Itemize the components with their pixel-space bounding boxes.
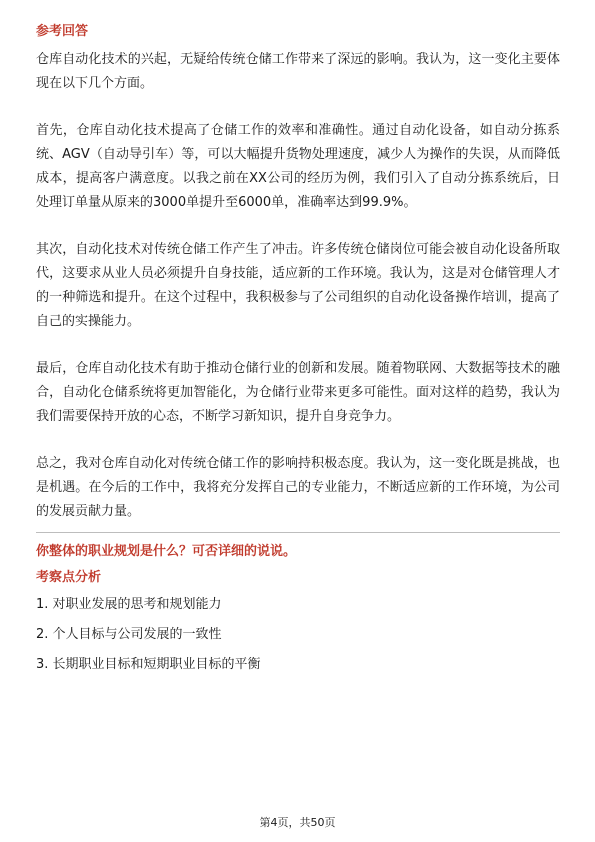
answer-paragraph-third: 最后，仓库自动化技术有助于推动仓储行业的创新和发展。随着物联网、大数据等技术的融合，自动化仓储系统将更加智能化，为仓储行业带来更多可能性。面对这样的趋势，我认为我们需要保持开放的心态，不断学习新知识，提升自身竞争力。 bbox=[36, 361, 560, 424]
section-divider bbox=[36, 532, 560, 533]
analysis-point: 3. 长期职业目标和短期职业目标的平衡 bbox=[36, 657, 261, 672]
analysis-point: 2. 个人目标与公司发展的一致性 bbox=[36, 627, 222, 642]
answer-paragraph-second: 其次，自动化技术对传统仓储工作产生了冲击。许多传统仓储岗位可能会被自动化设备所取代，这要求从业人员必须提升自身技能，适应新的工作环境。我认为，这是对仓储管理人才的一种筛选和提升。在这个过程中，我积极参与了公司组织的自动化设备操作培训，提高了自己的实操能力。 bbox=[36, 242, 560, 329]
analysis-title: 考察点分析 bbox=[36, 570, 102, 585]
reference-answer-title: 参考回答 bbox=[36, 24, 89, 39]
analysis-point-list bbox=[36, 595, 560, 675]
answer-paragraph-conclusion: 总之，我对仓库自动化对传统仓储工作的影响持积极态度。我认为，这一变化既是挑战，也是机遇。在今后的工作中，我将充分发挥自己的专业能力，不断适应新的工作环境，为公司的发展贡献力量。 bbox=[36, 456, 560, 519]
answer-paragraph-first: 首先，仓库自动化技术提高了仓储工作的效率和准确性。通过自动化设备，如自动分拣系统、AGV（自动导引车）等，可以大幅提升货物处理速度，减少人为操作的失误，从而降低成本，提高客户满意度。以我之前在XX公司的经历为例，我们引入了自动分拣系统后，日处理订单量从原来的3000单提升至6000单，准确率达到99.9%。 bbox=[36, 123, 560, 210]
analysis-point: 1. 对职业发展的思考和规划能力 bbox=[36, 597, 222, 612]
page-number: 第4页，共50页 bbox=[259, 816, 336, 829]
question-heading: 你整体的职业规划是什么？可否详细的说说。 bbox=[36, 544, 297, 559]
document-page bbox=[36, 22, 560, 685]
answer-paragraph-intro: 仓库自动化技术的兴起，无疑给传统仓储工作带来了深远的影响。我认为，这一变化主要体现在以下几个方面。 bbox=[36, 52, 560, 91]
